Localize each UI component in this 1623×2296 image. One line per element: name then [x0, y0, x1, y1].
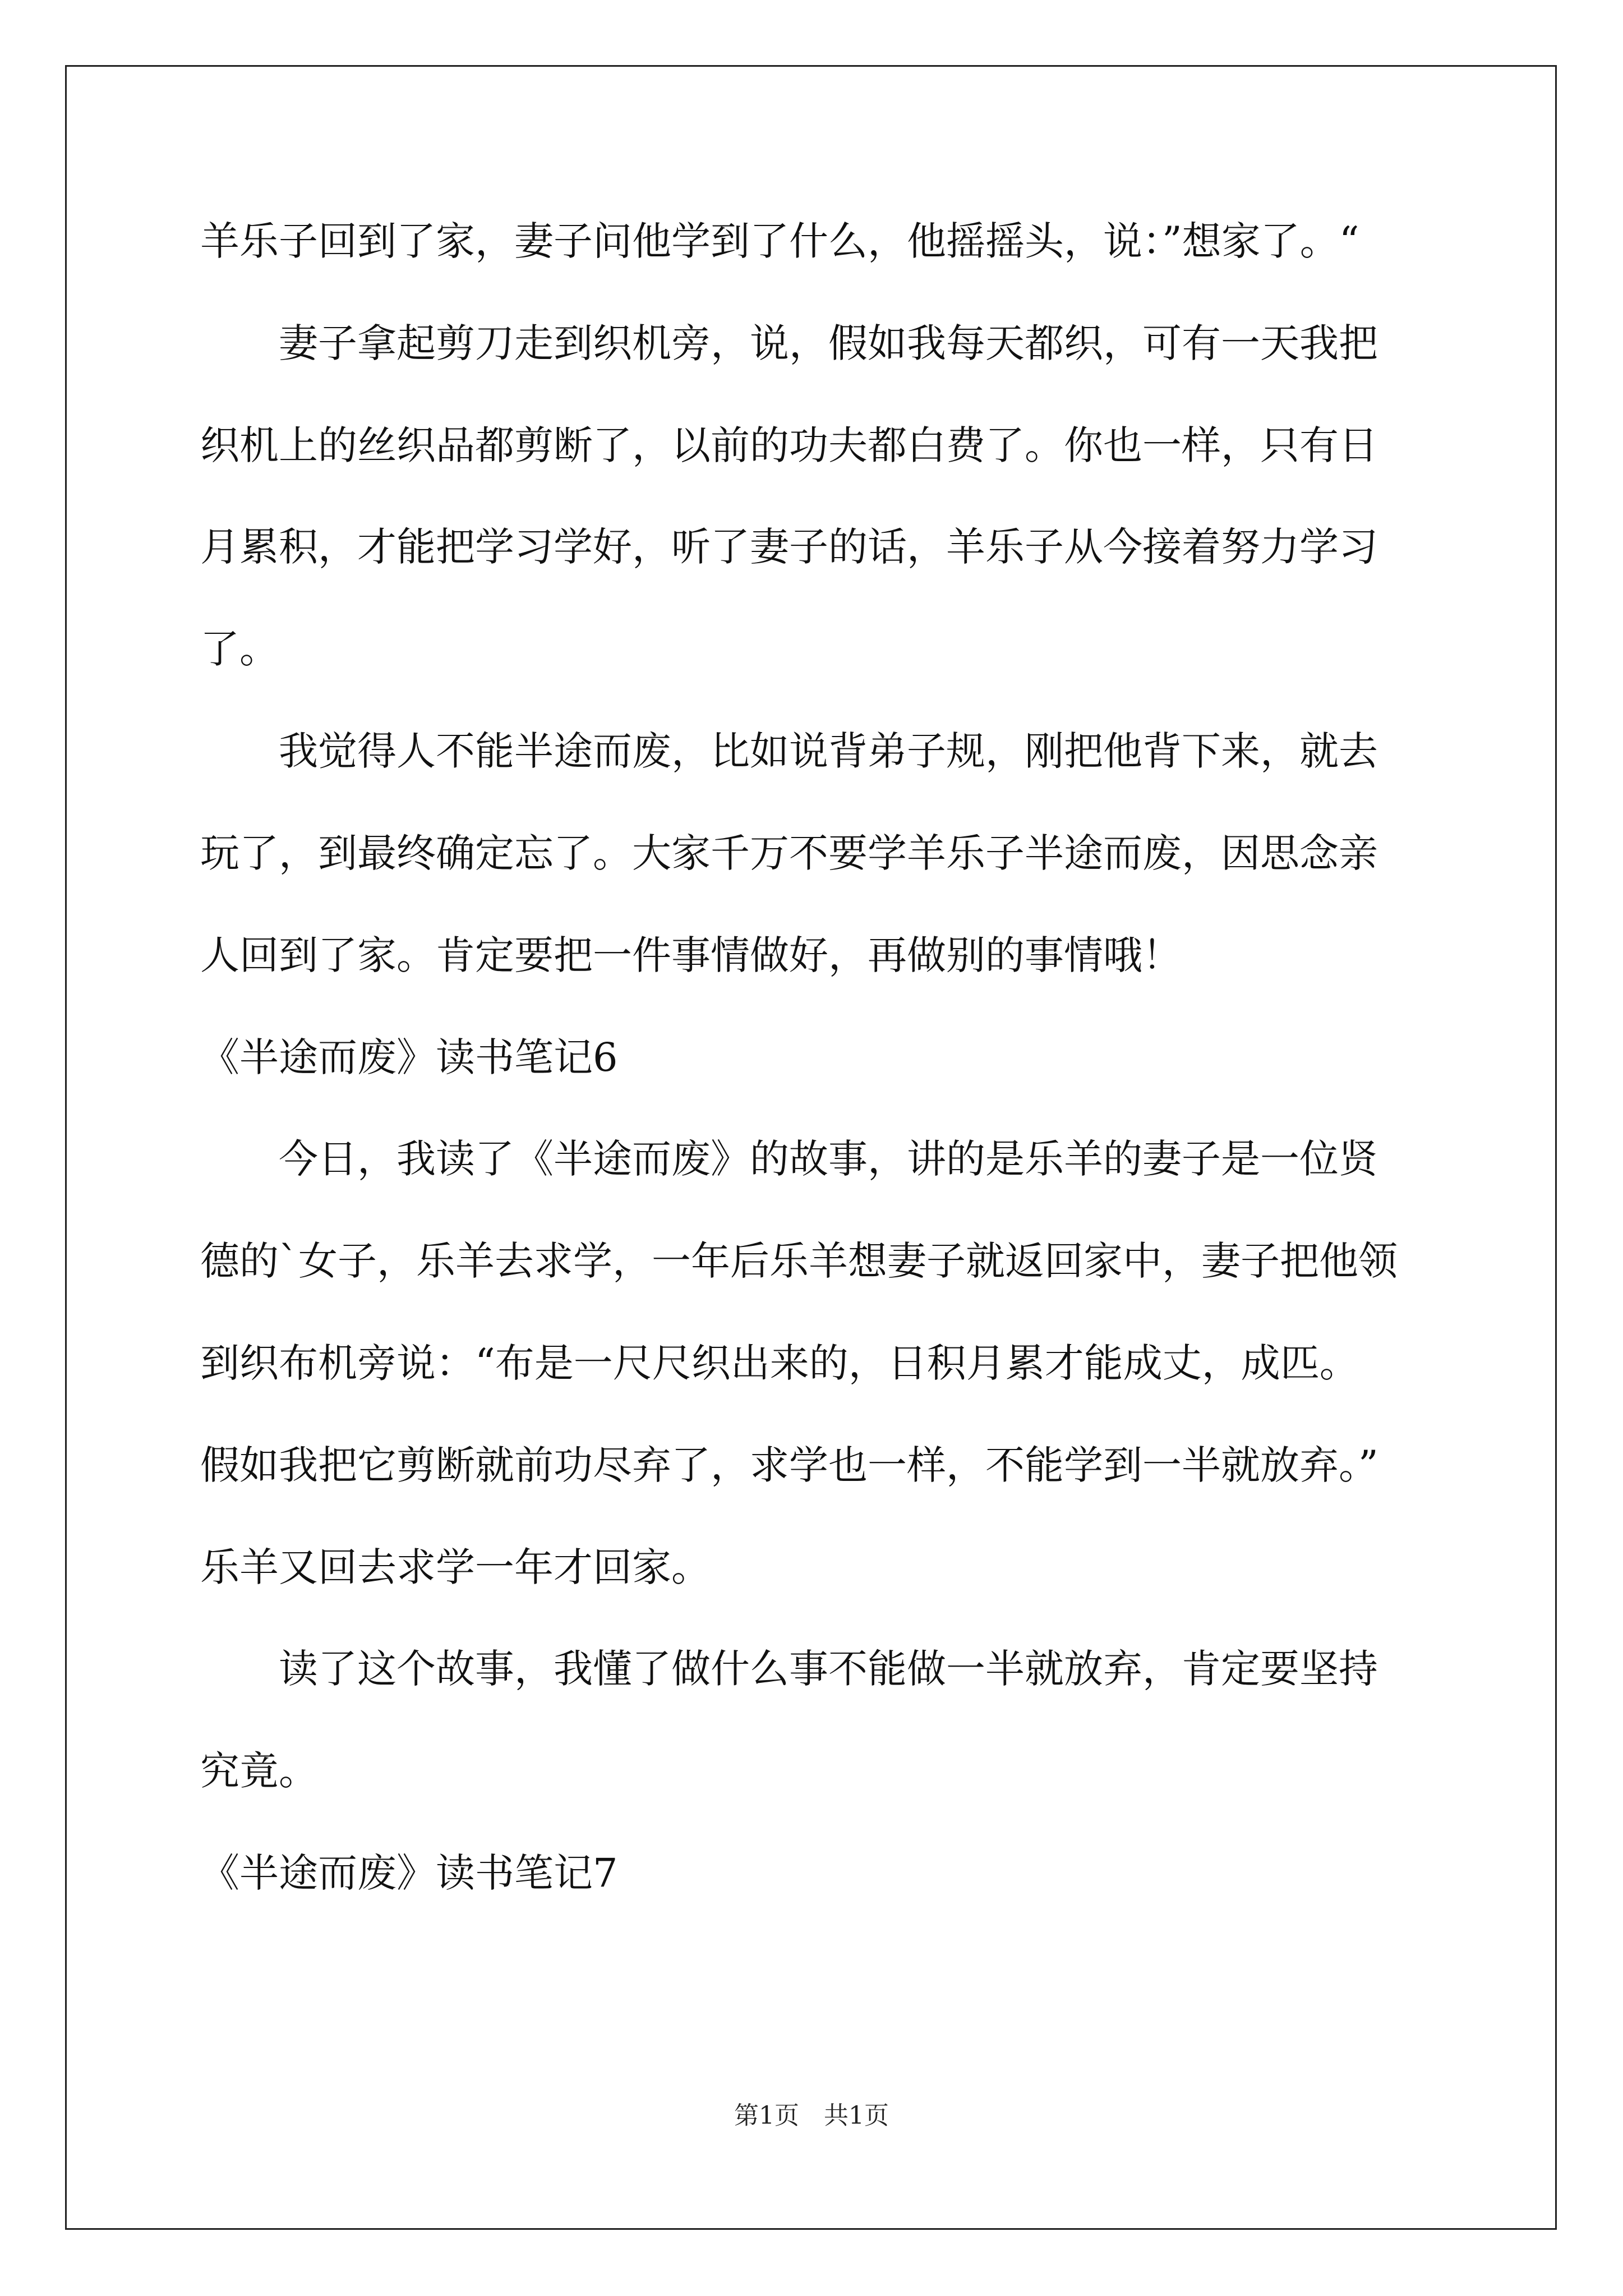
- paragraph-line: 读了这个故事，我懂了做什么事不能做一半就放弃，肯定要坚持: [200, 1646, 1378, 1692]
- paragraph-line: 究竟。: [200, 1748, 318, 1794]
- paragraph-line: 德的`女子，乐羊去求学，一年后乐羊想妻子就返回家中，妻子把他领: [200, 1238, 1398, 1284]
- paragraph-line: 到织布机旁说：“布是一尺尺织出来的，日积月累才能成丈，成匹。: [200, 1340, 1359, 1386]
- paragraph-line: 了。: [200, 626, 279, 672]
- paragraph-line: 乐羊又回去求学一年才回家。: [200, 1544, 711, 1590]
- section-heading: 《半途而废》读书笔记7: [200, 1850, 618, 1896]
- paragraph-line: 我觉得人不能半途而废，比如说背弟子规，刚把他背下来，就去: [200, 728, 1378, 774]
- paragraph-line: 织机上的丝织品都剪断了，以前的功夫都白费了。你也一样，只有日: [200, 422, 1378, 468]
- page-footer: 第1页 共1页: [734, 2101, 889, 2130]
- paragraph-line: 玩了，到最终确定忘了。大家千万不要学羊乐子半途而废，因思念亲: [200, 830, 1378, 876]
- paragraph-line: 人回到了家。肯定要把一件事情做好，再做别的事情哦！: [200, 932, 1182, 978]
- paragraph-line: 羊乐子回到了家，妻子问他学到了什么，他摇摇头，说：”想家了。“: [200, 218, 1359, 264]
- paragraph-line: 今日，我读了《半途而废》的故事，讲的是乐羊的妻子是一位贤: [200, 1136, 1378, 1182]
- paragraph-line: 假如我把它剪断就前功尽弃了，求学也一样，不能学到一半就放弃。”: [200, 1442, 1378, 1488]
- paragraph-line: 妻子拿起剪刀走到织机旁，说，假如我每天都织，可有一天我把: [200, 320, 1378, 366]
- paragraph-line: 月累积，才能把学习学好，听了妻子的话，羊乐子从今接着努力学习: [200, 524, 1378, 570]
- section-heading: 《半途而废》读书笔记6: [200, 1034, 618, 1080]
